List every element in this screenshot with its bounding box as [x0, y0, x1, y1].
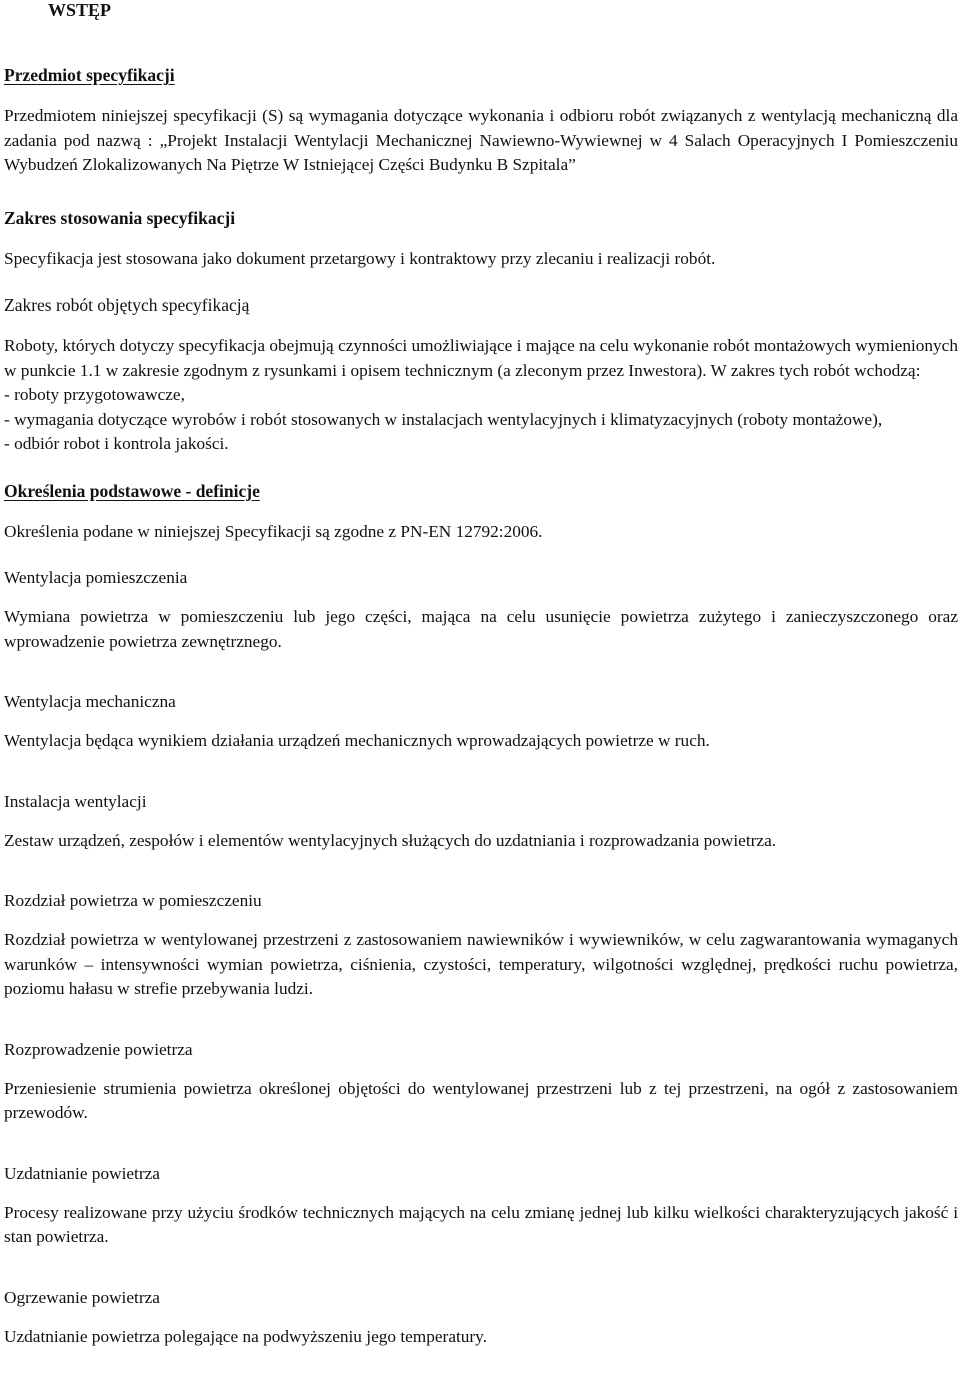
definition-item: [4, 790, 958, 854]
document-title: WSTĘP: [48, 0, 112, 20]
definition-term: Rozdział powietrza w pomieszczeniu: [4, 891, 262, 910]
list-item: - odbiór robot i kontrola jakości.: [4, 434, 229, 453]
heading-okreslenia: Określenia podstawowe - definicje: [4, 480, 260, 501]
definition-text: Rozdział powietrza w wentylowanej przestrzeni z zastosowaniem nawiewników i wywiewników, w celu zagwarantowania wymaganych warunków – intensywności wymian powietrza, ciśnienia, czystości, temperatury, wilgotności względnej, prędkości ruchu powietrza, poziomu hałasu w strefie przebywania ludzi.: [4, 930, 958, 998]
definition-term: Wentylacja pomieszczenia: [4, 568, 188, 587]
list-zakres-robot: [4, 383, 958, 457]
definition-text: Zestaw urządzeń, zespołów i elementów wentylacyjnych służących do uzdatniania i rozprowadzania powietrza.: [4, 830, 777, 850]
definition-text: Uzdatnianie powietrza polegające na podwyższeniu jego temperatury.: [4, 1326, 488, 1346]
definition-term: Ogrzewanie powietrza: [4, 1287, 160, 1307]
definition-term: Wentylacja mechaniczna: [4, 692, 176, 711]
definition-item: [4, 1162, 958, 1250]
definition-item: [4, 889, 958, 1002]
text-okreslenia: Określenia podane w niniejszej Specyfikacji są zgodne z PN-EN 12792:2006.: [4, 521, 543, 541]
list-item: - wymagania dotyczące wyrobów i robót stosowanych w instalacjach wentylacyjnych i klimatyzacyjnych (roboty montażowe),: [4, 409, 883, 429]
heading-przedmiot: Przedmiot specyfikacji: [4, 65, 175, 85]
text-przedmiot: Przedmiotem niniejszej specyfikacji (S) są wymagania dotyczące wykonania i odbioru robót związanych z wentylacją mechaniczną dla zadania pod nazwą : „Projekt Instalacji Wentylacji Mechanicznej Nawiewno-Wywiewnej w 4 Salach Operacyjnych I Pomieszczeniu Wybudzeń Zlokalizowanych Na Piętrze W Istniejącej Części Budynku B Szpitala”: [4, 106, 958, 174]
definition-item: [4, 1038, 958, 1126]
definition-list: [4, 566, 958, 1349]
definition-text: Wentylacja będąca wynikiem działania urządzeń mechanicznych wprowadzających powietrze w ruch.: [4, 731, 710, 750]
definition-text: Procesy realizowane przy użyciu środków technicznych mających na celu zmianę jednej lub kilku wielkości charakteryzujących jakość i stan powietrza.: [4, 1202, 958, 1246]
heading-zakres-stosowania: Zakres stosowania specyfikacji: [4, 207, 236, 228]
definition-item: [4, 1286, 958, 1350]
definition-term: Instalacja wentylacji: [4, 791, 147, 811]
heading-zakres-robot: Zakres robót objętych specyfikacją: [4, 295, 250, 315]
definition-item: [4, 690, 958, 754]
list-item: - roboty przygotowawcze,: [4, 385, 185, 404]
text-zakres-robot: Roboty, których dotyczy specyfikacja obejmują czynności umożliwiające i mające na celu wykonanie robót montażowych wymienionych w punkcie 1.1 w zakresie zgodnym z rysunkami i opisem technicznym (a zleconym przez Inwestora). W zakres tych robót wchodzą:: [4, 336, 958, 380]
definition-item: [4, 566, 958, 654]
definition-text: Wymiana powietrza w pomieszczeniu lub jego części, mająca na celu usunięcie powietrza zużytego i zanieczyszczonego oraz wprowadzenie powietrza zewnętrznego.: [4, 607, 958, 651]
definition-text: Przeniesienie strumienia powietrza określonej objętości do wentylowanej przestrzeni lub z tej przestrzeni, na ogół z zastosowaniem przewodów.: [4, 1078, 958, 1122]
definition-term: Rozprowadzenie powietrza: [4, 1039, 193, 1059]
definition-term: Uzdatnianie powietrza: [4, 1163, 160, 1183]
text-zakres-stosowania: Specyfikacja jest stosowana jako dokument przetargowy i kontraktowy przy zlecaniu i realizacji robót.: [4, 248, 716, 268]
